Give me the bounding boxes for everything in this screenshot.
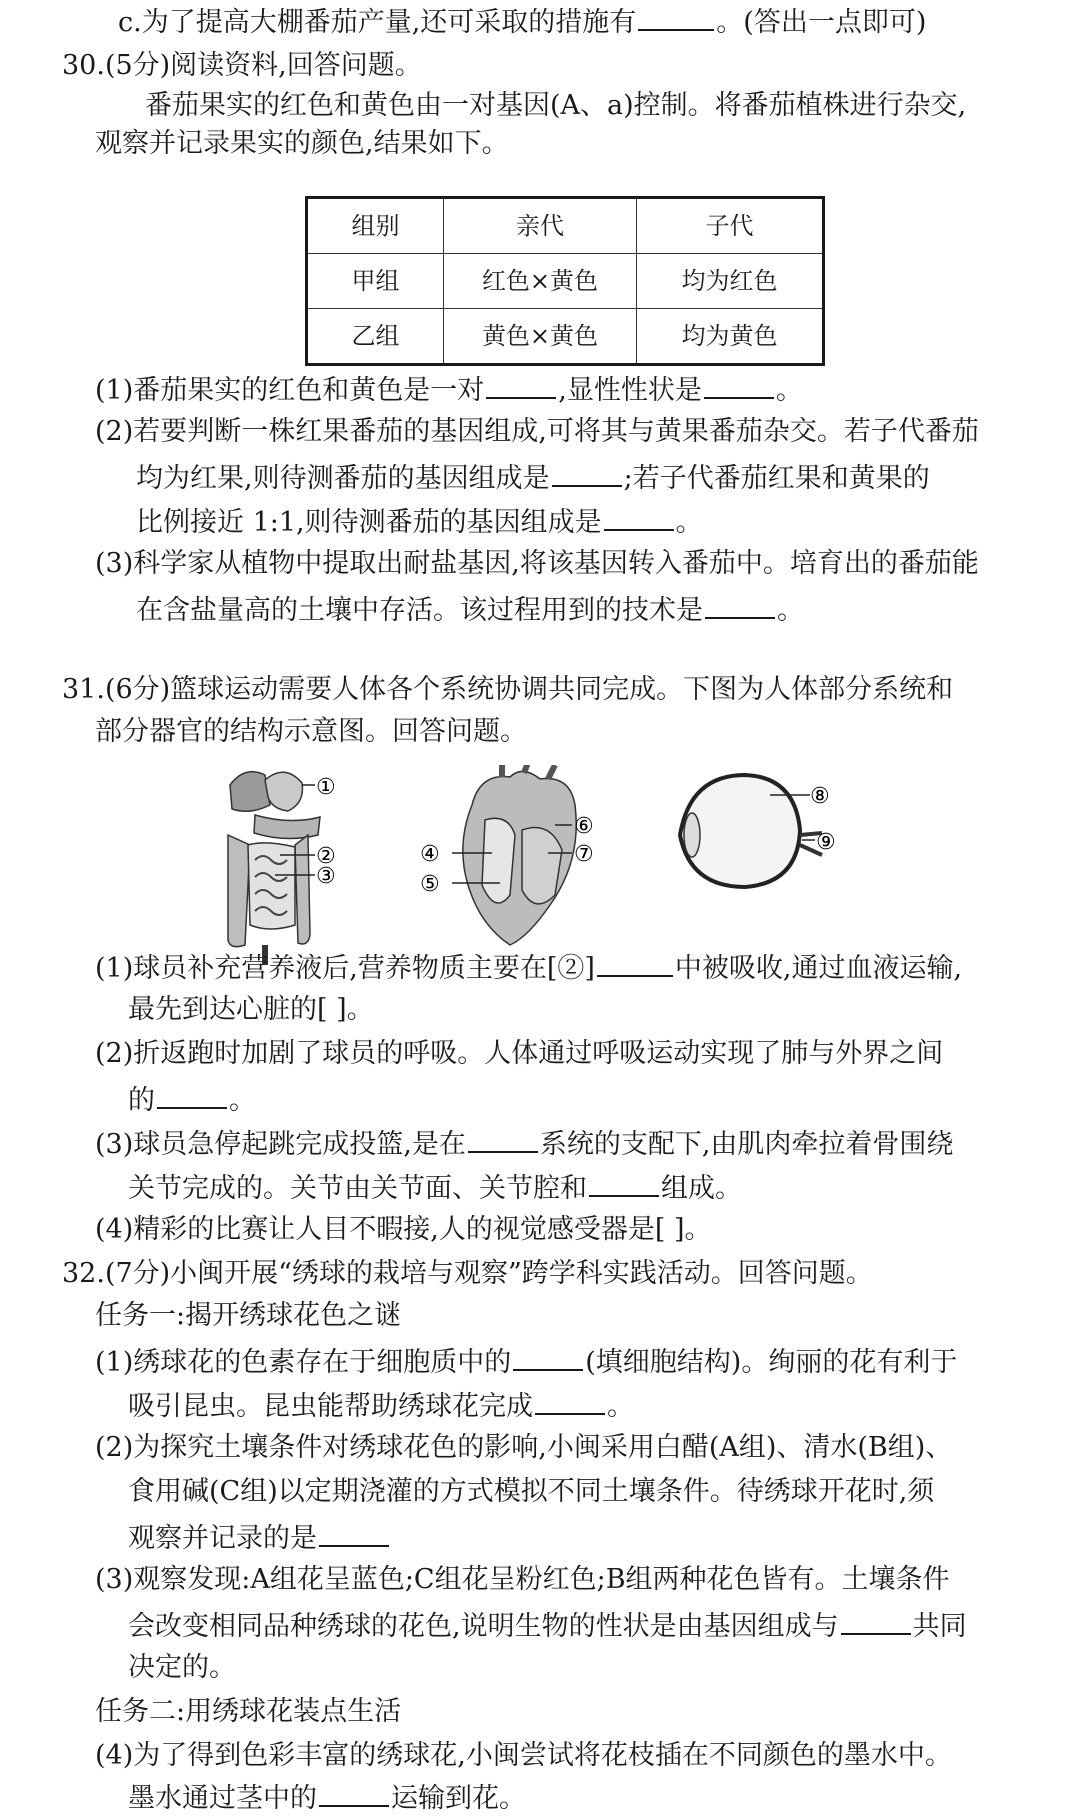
text: 的 (128, 1085, 155, 1116)
task-2-heading: 任务二:用绣球花装点生活 (95, 1696, 402, 1727)
text: 。 (775, 375, 803, 406)
text: (1)绣球花的色素存在于细胞质中的 (95, 1347, 512, 1378)
q30-3-line-1: (3)科学家从植物中提取出耐盐基因,将该基因转入番茄中。培育出的番茄能 (95, 548, 979, 579)
q32-2-line-2: 食用碱(C组)以定期浇灌的方式模拟不同土壤条件。待绣球开花时,须 (128, 1476, 935, 1507)
answer-blank[interactable] (486, 370, 556, 399)
q30-heading: 30.(5分)阅读资料,回答问题。 (62, 50, 422, 81)
table-header: 子代 (637, 198, 824, 254)
q32-3-line-2 (128, 1606, 967, 1645)
q32-3-line-3: 决定的。 (128, 1652, 236, 1683)
q31-1-line-2: 最先到达心脏的[ ]。 (128, 994, 374, 1025)
answer-blank[interactable] (319, 1518, 389, 1547)
table-header: 亲代 (444, 198, 637, 254)
answer-blank[interactable] (638, 2, 714, 31)
q29-c-line (118, 2, 926, 41)
q31-2-line-1: (2)折返跑时加剧了球员的呼吸。人体通过呼吸运动实现了肺与外界之间 (95, 1038, 944, 1069)
label-6: ⑥ (574, 814, 594, 839)
q31-3-line-2 (128, 1168, 742, 1207)
text: 在含盐量高的土壤中存活。该过程用到的技术是 (136, 595, 703, 626)
label-9: ⑨ (816, 830, 836, 855)
answer-blank[interactable] (589, 1168, 659, 1197)
table-cell: 均为红色 (637, 254, 824, 309)
text: (填细胞结构)。绚丽的花有利于 (585, 1347, 958, 1378)
q32-heading: 32.(7分)小闽开展“绣球的栽培与观察”跨学科实践活动。回答问题。 (62, 1258, 873, 1289)
q31-3-line-1 (95, 1124, 953, 1163)
table-row (307, 254, 824, 309)
answer-blank[interactable] (157, 1080, 227, 1109)
label-1: ① (316, 775, 336, 800)
q30-paragraph-2: 观察并记录果实的颜色,结果如下。 (95, 128, 509, 159)
answer-blank[interactable] (704, 370, 774, 399)
q30-3-line-2 (136, 590, 804, 629)
table-cell: 甲组 (307, 254, 444, 309)
q32-4-line-2 (128, 1778, 526, 1817)
text: 比例接近 1:1,则待测番茄的基因组成是 (136, 507, 602, 538)
answer-blank[interactable] (841, 1606, 911, 1635)
text: 共同 (912, 1611, 967, 1642)
text: 。 (607, 1391, 634, 1422)
answer-blank[interactable] (513, 1342, 583, 1371)
text: 吸引昆虫。昆虫能帮助绣球花完成 (128, 1391, 533, 1422)
label-4: ④ (420, 842, 440, 867)
text: (1)球员补充营养液后,营养物质主要在[②] (95, 953, 595, 984)
cross-results-table (305, 196, 825, 366)
text: 运输到花。 (391, 1783, 526, 1814)
answer-blank[interactable] (705, 590, 775, 619)
text: 。 (675, 507, 703, 538)
text: (1)番茄果实的红色和黄色是一对 (95, 375, 485, 406)
q32-2-line-3 (128, 1518, 391, 1557)
text: 墨水通过茎中的 (128, 1783, 317, 1814)
q31-1-line-1 (95, 948, 962, 987)
q30-paragraph-1: 番茄果实的红色和黄色由一对基因(A、a)控制。将番茄植株进行杂交, (145, 90, 967, 121)
table-cell: 红色×黄色 (444, 254, 637, 309)
label-8: ⑧ (810, 784, 830, 809)
heart-figure (420, 765, 594, 945)
text: (3)球员急停起跳完成投篮,是在 (95, 1129, 466, 1160)
text: 均为红果,则待测番茄的基因组成是 (136, 463, 550, 494)
digestive-system-figure (228, 772, 336, 965)
label-3: ③ (316, 864, 336, 889)
q30-1-line (95, 370, 803, 409)
q30-2-line-1: (2)若要判断一株红果番茄的基因组成,可将其与黄果番茄杂交。若子代番茄 (95, 416, 979, 447)
text: 。 (777, 595, 804, 626)
answer-blank[interactable] (468, 1124, 538, 1153)
label-5: ⑤ (420, 872, 440, 897)
task-1-heading: 任务一:揭开绣球花色之谜 (95, 1300, 402, 1331)
table-cell: 乙组 (307, 309, 444, 365)
text: ,显性性状是 (558, 375, 702, 406)
text: 系统的支配下,由肌肉牵拉着骨围绕 (539, 1129, 954, 1160)
answer-blank[interactable] (604, 502, 674, 531)
q32-3-line-1: (3)观察发现:A组花呈蓝色;C组花呈粉红色;B组两种花色皆有。土壤条件 (95, 1564, 950, 1595)
text: 。(答出一点即可) (716, 7, 927, 38)
answer-blank[interactable] (552, 458, 622, 487)
text: 。 (229, 1085, 256, 1116)
text: 组成。 (661, 1173, 742, 1204)
answer-blank[interactable] (535, 1386, 605, 1415)
q32-1-line-1 (95, 1342, 957, 1381)
table-header-row (307, 198, 824, 254)
q31-heading: 31.(6分)篮球运动需要人体各个系统协调共同完成。下图为人体部分系统和 (62, 674, 954, 705)
table-cell: 均为黄色 (637, 309, 824, 365)
table-row (307, 309, 824, 365)
eyeball-figure (680, 775, 836, 887)
label-7: ⑦ (574, 842, 594, 867)
q32-4-line-1: (4)为了得到色彩丰富的绣球花,小闽尝试将花枝插在不同颜色的墨水中。 (95, 1740, 952, 1771)
text: c.为了提高大棚番茄产量,还可采取的措施有 (118, 7, 637, 38)
q31-4-line: (4)精彩的比赛让人目不暇接,人的视觉感受器是[ ]。 (95, 1214, 712, 1245)
table-cell: 黄色×黄色 (444, 309, 637, 365)
q30-2-line-2 (136, 458, 930, 497)
text: 观察并记录的是 (128, 1523, 317, 1554)
answer-blank[interactable] (597, 948, 673, 977)
q31-heading-2: 部分器官的结构示意图。回答问题。 (95, 716, 527, 747)
text: ;若子代番茄红果和黄果的 (623, 463, 930, 494)
text: 中被吸收,通过血液运输, (674, 953, 963, 984)
text: 会改变相同品种绣球的花色,说明生物的性状是由基因组成与 (128, 1611, 839, 1642)
organ-diagrams (210, 765, 990, 965)
q31-2-line-2 (128, 1080, 256, 1119)
label-2: ② (316, 844, 336, 869)
q32-1-line-2 (128, 1386, 634, 1425)
text: 关节完成的。关节由关节面、关节腔和 (128, 1173, 587, 1204)
q30-2-line-3 (136, 502, 703, 541)
q32-2-line-1: (2)为探究土壤条件对绣球花色的影响,小闽采用白醋(A组)、清水(B组)、 (95, 1432, 953, 1463)
table-header: 组别 (307, 198, 444, 254)
answer-blank[interactable] (319, 1778, 389, 1807)
